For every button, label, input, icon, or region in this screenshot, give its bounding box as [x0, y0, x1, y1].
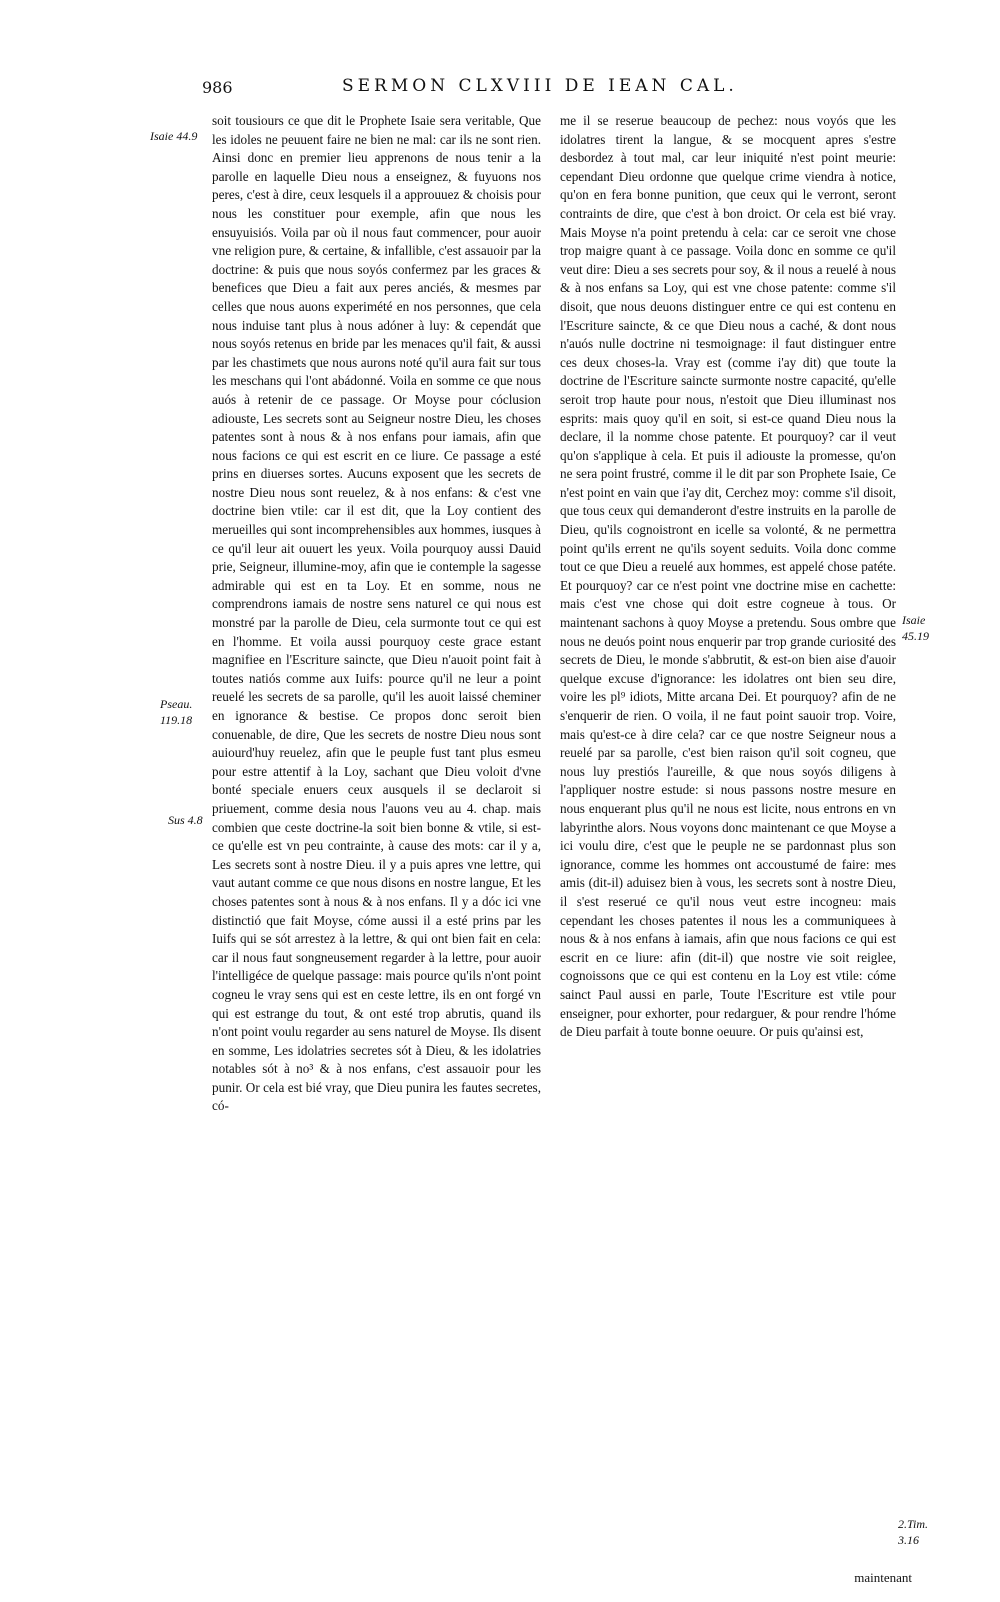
margin-note-pseaume: Pseau. 119.18 — [160, 697, 193, 727]
column-text: me il se reserue beaucoup de pechez: nous voyós que les idolatres tirent la langue, & se mocquent apres s'estre desbordez à tout mal, car leur iniquité n'est point meurie: cependant Dieu ordonne que quelque crime viendra à notice, qu'on en fera bonne punition, que ceux qui le verront, seront contraints de dire, que c'est à bon droict. Or cela est bié vray. Mais Moyse n'a point pretendu à cela: car ce seroit vne chose trop maigre quant à ce passage. Voila donc en somme ce qu'il veut dire: Dieu a ses secrets pour soy, & il nous a reuelé à nous & à nos enfans sa Loy, qui est vne chose patente: comme s'il disoit, que nous deuons distinguer entre ce qui est contenu en l'Escriture saincte, & ce que Dieu nous a caché, & dont nous n'auós nulle doctrine ni tesmoignage: il faut distinguer entre ces deux choses-la. Vray est (comme i'ay dit) que toute la doctrine de l'Escriture saincte surmonte nostre capacité, qu'elle seroit trop haute pour nous, n'estoit que Dieu illuminast nos esprits: mais quoy qu'il en soit, si est-ce quand Dieu nous la declare, il la nomme chose patente. Et pourquoy? car il veut qu'on s'applique à cela. Et puis il adiouste la promesse, qu'on ne sera point frustré, comme il le dit par son Prophete Isaie, Ce n'est point en vain que i'ay dit, Cerchez moy: comme s'il disoit, que tous ceux qui demanderont d'estre instruits en la parolle de Dieu, qu'ils cognoistront en icelle sa volonté, & ne permettra point qu'ils errent ne qu'ils soyent seduits. Voila donc comme tout ce que Dieu a reuelé aux hommes, est appelé chose patéte. Et pourquoy? car ce n'est point vne doctrine mise en cachette: mais c'est vne chose qui doit estre cogneue à tous. Or maintenant sachons à quoy Moyse a pretendu. Sous ombre que nous ne deuós point nous enquerir par trop grande curiosité des secrets de Dieu, le monde s'abbrutit, & est-on bien aise d'auoir quelque excuse d'ignorance: les idolatres ont bien seu dire, voire les pl⁹ idiots, Mitte arcana Dei. Et pourquoy? afin de ne s'enquerir de rien. O voila, il ne faut point sauoir trop. Voire, mais qu'est-ce à dire cela? car ce que nostre Seigneur nous a reuelé par sa parolle, c'est bien raison qu'il soit cogneu, que nous luy prestiós l'aureille, & que nous soyós diligens à l'appliquer nostre estude: si nous passons nostre mesure en nous enquerant plus qu'il ne nous est licite, nous entrons en vn labyrinthe alors. Nous voyons donc maintenant ce que Moyse a ici voulu dire, c'est que le peuple ne se pardonnast plus son ignorance, comme les hommes ont accoustumé de faire: mes amis (dit-il) aduisez bien à vous, les secrets sont à nostre Dieu, il s'est reserué ce qu'il nous veut estre incogneu: mais cependant les choses patentes il nous les a communiquees à nous & à nos enfans à iamais, afin que nous facions ce qui est escrit en ce liure: afin (dit-il) que nostre vie soit reiglee, cognoissons que ce qui est contenu en la Loy est vtile: cóme sainct Paul aussi en parle, Toute l'Escriture est vtile pour enseigner, pour exhorter, pour redarguer, & pour rendre l'hóme de Dieu parfait à toute bonne oeuure. Or puis qu'ainsi est, — [560, 113, 896, 1040]
page-header — [202, 76, 942, 106]
column-text: soit tousiours ce que dit le Prophete Isaie sera veritable, Que les idoles ne peuuent faire ne bien ne mal: car ils ne sont rien. Ainsi donc en premier lieu apprenons de nous tenir a la parolle en laquelle Dieu nous a enseignez, & fuyuons nos peres, c'est à dire, ceux lesquels il a approuuez & choisis pour nous les constituer pour exemple, afin que nous les ensuyuisiós. Voila par où il nous faut commencer, pour auoir vne religion pure, & certaine, & infallible, c'est assauoir par la doctrine: & puis que nous soyós confermez par les graces & benefices que Dieu a fait aux peres anciés, & mesmes par celles que nous auons experimété en nos personnes, que cela nous induise tant plus à nous adóner à luy: & cependát que nous soyós retenus en bride par les menaces qu'il fait, & aussi par les chastimets que nous aurons noté qu'il aura fait sur tous les meschans qui l'ont abádonné. Voila en somme ce que nous auós à retenir de ce passage. Or Moyse pour cóclusion adiouste, Les secrets sont au Seigneur nostre Dieu, les choses patentes sont à nous & à nos enfans pour iamais, afin que nous facions ce qui est escrit en ce liure. Ce passage a esté prins en diuerses sortes. Aucuns exposent que les secrets de nostre Dieu nous sont reuelez, & à nos enfans: & c'est vne doctrine bien vtile: car il est dit, que la Loy contient des merueilles qui sont incomprehensibles aux hommes, iusques à ce qu'il leur ait ouuert les yeux. Voila pourquoy aussi Dauid prie, Seigneur, illumine-moy, afin que ie contemple la sagesse admirable qui est en ta Loy. Et en somme, nous ne comprendrons iamais de nostre sens naturel ce qui nous est monstré par la parolle de Dieu, cela surmonte tout ce qui est en l'homme. Et voila aussi pourquoy ceste grace estant magnifiee en l'Escriture saincte, que Dieu n'auoit point fait à toutes natiós comme aux Iuifs: pource qu'il ne leur a point reuelé les secrets de sa parolle, qu'il les auoit laissé cheminer en ignorance & bestise. Ce propos donc seroit bien conuenable, de dire, Que les secrets de nostre Dieu nous sont auiourd'huy reuelez, afin que le peuple fust tant plus esmeu pour estre attentif à la Loy, sachant que Dieu voloit d'vne bonté speciale enuers ceux ausquels il se declaroit si priuement, comme desia nous l'auons veu au 4. chap. mais combien que ceste doctrine-la soit bien bonne & vtile, si est-ce qu'elle est vn peu contrainte, à cause des mots: car il y a, Les secrets sont à nostre Dieu. il y a puis apres vne lettre, qui vaut autant comme ce que nous disons en nostre langue, Et les choses patentes sont à nous & à nos enfans. Il y a dóc ici vne distinctió que fait Moyse, cóme aussi il a esté prins par les Iuifs qui se sót arrestez à la lettre, & qui ont bien fait en cela: car il nous faut songneusement regarder à la lettre, pour auoir l'intelligéce de quelque passage: mais pource qu'ils n'ont point cogneu le vray sens qui est en ceste lettre, ils en ont forgé vn qui est estrange du tout, & ont esté trop abrutis, quand ils n'ont point voulu regarder au sens naturel de Moyse. Ils disent en somme, Les idolatries secretes sót à Dieu, & les idolatries notables sót à no³ & à nos enfans, c'est assauoir pour les punir. Or cela est bié vray, que Dieu punira les fautes secretes, có- — [212, 113, 541, 1114]
catchword: maintenant — [854, 1570, 912, 1585]
margin-note-isaie: Isaie 44.9 — [150, 129, 198, 143]
margin-note-sus: Sus 4.8 — [168, 813, 203, 827]
margin-note-isaie-right: Isaie 45.19 — [902, 613, 929, 643]
text-column-left — [212, 112, 541, 1562]
margin-note-timothee: 2.Tim. 3.16 — [898, 1517, 929, 1547]
text-column-right — [560, 112, 896, 1562]
running-head: SERMON CLXVIII DE IEAN CAL. — [342, 76, 738, 96]
page-number: 986 — [202, 78, 233, 97]
